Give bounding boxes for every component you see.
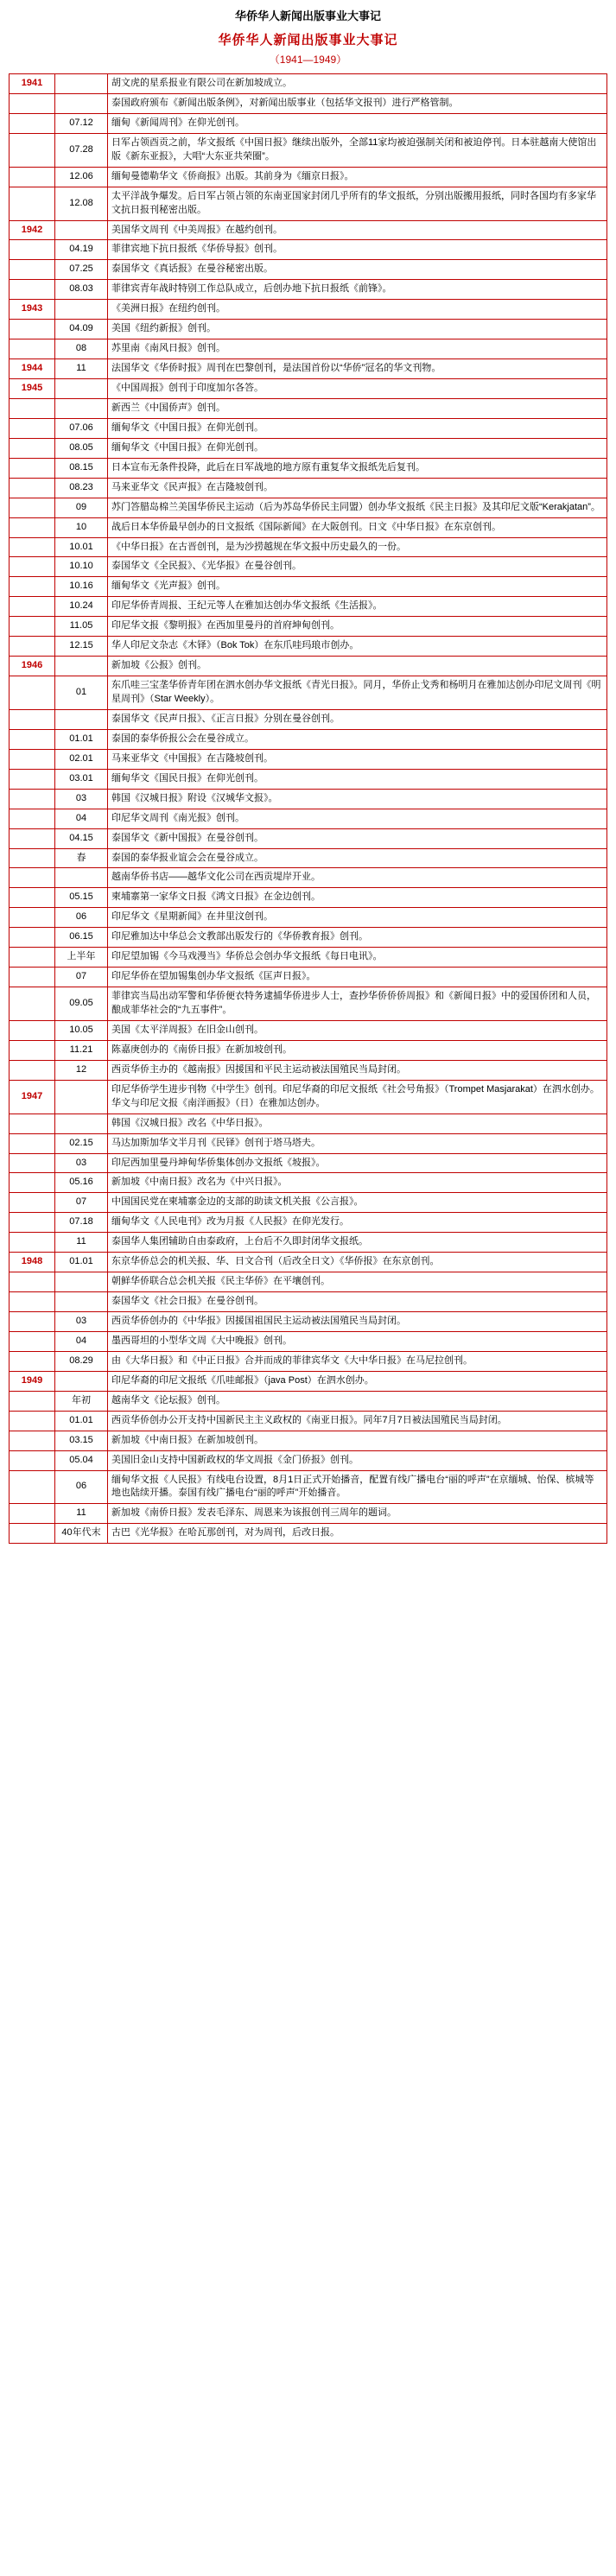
- table-row: [10, 1411, 607, 1431]
- event-text-cell: 泰国华人集团辅助自由泰政府，上台后不久即封闭华文报纸。: [108, 1233, 607, 1253]
- year-cell: [10, 617, 55, 637]
- date-cell: 03: [55, 1312, 108, 1332]
- date-cell: 04.15: [55, 828, 108, 848]
- year-cell: [10, 517, 55, 537]
- date-cell: 12: [55, 1060, 108, 1080]
- table-row: [10, 597, 607, 617]
- year-cell: 1944: [10, 359, 55, 379]
- table-row: [10, 657, 607, 676]
- date-cell: 11.05: [55, 617, 108, 637]
- event-text-cell: 东爪哇三宝垄华侨青年团在泗水创办华文报纸《青光日报》。同月，华侨止戈秀和杨明月在雅加达创办印尼文周刊《明星周刊》（Star Weekly）。: [108, 676, 607, 710]
- year-cell: [10, 260, 55, 280]
- year-cell: 1946: [10, 657, 55, 676]
- table-row: [10, 1431, 607, 1450]
- event-text-cell: 越南华侨书店——越华文化公司在西贡堤岸开业。: [108, 868, 607, 888]
- year-cell: [10, 1391, 55, 1411]
- date-cell: 05.15: [55, 888, 108, 908]
- year-cell: [10, 968, 55, 987]
- year-cell: 1945: [10, 379, 55, 399]
- event-text-cell: 印尼华侨在望加锡集创办华文报纸《匡声日报》。: [108, 968, 607, 987]
- table-row: [10, 458, 607, 478]
- date-cell: [55, 220, 108, 240]
- table-row: [10, 1193, 607, 1213]
- year-cell: [10, 948, 55, 968]
- table-row: [10, 1312, 607, 1332]
- event-text-cell: 由《大华日报》和《中正日报》合并而成的菲律宾华文《大中华日报》在马尼拉创刊。: [108, 1351, 607, 1371]
- table-row: [10, 398, 607, 418]
- event-text-cell: 苏里南《南风日报》创刊。: [108, 339, 607, 359]
- table-row: [10, 260, 607, 280]
- table-row: [10, 1504, 607, 1524]
- table-row: [10, 1040, 607, 1060]
- year-cell: 1943: [10, 300, 55, 320]
- event-text-cell: 《中国周报》创刊于印度加尔各答。: [108, 379, 607, 399]
- event-text-cell: 泰国政府颁布《新闻出版条例》，对新闻出版事业（包括华文报刊）进行严格管制。: [108, 93, 607, 113]
- event-text-cell: 泰国的泰华报业谊会会在曼谷成立。: [108, 848, 607, 868]
- event-text-cell: 泰国华文《社会日报》在曼谷创刊。: [108, 1292, 607, 1312]
- table-row: [10, 769, 607, 789]
- date-cell: 11: [55, 1504, 108, 1524]
- events-table: [9, 73, 607, 1544]
- date-cell: [55, 398, 108, 418]
- table-row: [10, 74, 607, 94]
- year-cell: [10, 908, 55, 928]
- date-cell: 01.01: [55, 1253, 108, 1272]
- date-cell: 01.01: [55, 729, 108, 749]
- date-cell: 春: [55, 848, 108, 868]
- event-text-cell: 西贡华侨创办公开支持中国新民主主义政权的《南亚日报》。同年7月7日被法国殖民当局封闭。: [108, 1411, 607, 1431]
- year-cell: [10, 1470, 55, 1504]
- year-cell: [10, 557, 55, 577]
- table-row: [10, 359, 607, 379]
- year-cell: [10, 418, 55, 438]
- year-cell: [10, 458, 55, 478]
- event-text-cell: 缅甸《新闻周刊》在仰光创刊。: [108, 113, 607, 133]
- event-text-cell: 马来亚华文《民声报》在吉隆坡创刊。: [108, 478, 607, 498]
- running-title: 华侨华人新闻出版事业大事记: [234, 10, 381, 22]
- event-text-cell: 泰国华文《全民报》、《光华报》在曼谷创刊。: [108, 557, 607, 577]
- year-cell: [10, 1431, 55, 1450]
- table-row: [10, 133, 607, 167]
- table-row: [10, 167, 607, 187]
- date-cell: [55, 1114, 108, 1133]
- table-row: [10, 1272, 607, 1292]
- date-cell: 07.12: [55, 113, 108, 133]
- year-cell: [10, 1524, 55, 1544]
- event-text-cell: 泰国华文《民声日报》、《正言日报》分别在曼谷创刊。: [108, 709, 607, 729]
- table-row: [10, 1371, 607, 1391]
- table-row: [10, 1351, 607, 1371]
- event-text-cell: 太平洋战争爆发。后日军占领占领的东南亚国家封闭几乎所有的华文报纸，分别出版搬用报纸，同时各国均有多家华文抗日报刊秘密出版。: [108, 187, 607, 220]
- event-text-cell: 《美洲日报》在纽约创刊。: [108, 300, 607, 320]
- year-cell: [10, 498, 55, 517]
- table-row: [10, 676, 607, 710]
- date-cell: 10: [55, 517, 108, 537]
- event-text-cell: 缅甸曼德勒华文《侨商报》出版。其前身为《缅京日报》。: [108, 167, 607, 187]
- year-cell: [10, 113, 55, 133]
- date-cell: [55, 1292, 108, 1312]
- date-cell: [55, 1080, 108, 1114]
- date-cell: [55, 1272, 108, 1292]
- date-cell: 08: [55, 339, 108, 359]
- event-text-cell: 西贡华侨创办的《中华报》因援国祖国民主运动被法国殖民当局封闭。: [108, 1312, 607, 1332]
- event-text-cell: 法国华文《华侨时报》周刊在巴黎创刊，是法国首份以“华侨”冠名的华文刊物。: [108, 359, 607, 379]
- year-cell: [10, 1193, 55, 1213]
- event-text-cell: 华人印尼文杂志《木铎》（Bok Tok）在东爪哇玛琅市创办。: [108, 637, 607, 657]
- table-row: [10, 1080, 607, 1114]
- date-cell: 07.28: [55, 133, 108, 167]
- date-cell: [55, 379, 108, 399]
- date-cell: 07.25: [55, 260, 108, 280]
- date-cell: 04: [55, 809, 108, 828]
- event-text-cell: 菲律宾当局出动军警和华侨便衣特务逮捕华侨进步人士，查抄华侨侨侨周报》和《新闻日报》中的爱国侨团和人员，酿成菲华社会的“九五事件”。: [108, 987, 607, 1021]
- event-text-cell: 新加坡《中南日报》在新加坡创刊。: [108, 1431, 607, 1450]
- table-row: [10, 438, 607, 458]
- table-row: [10, 240, 607, 260]
- table-row: [10, 908, 607, 928]
- year-cell: [10, 1060, 55, 1080]
- year-cell: [10, 769, 55, 789]
- date-cell: 10.05: [55, 1020, 108, 1040]
- event-text-cell: 缅甸华文报《人民报》有线电台设置，8月1日正式开始播音，配置有线广播电台“丽的呼声”在京缅城、怡保、槟城等地也陆续开播。泰国有线广播电台“丽的呼声”开始播音。: [108, 1470, 607, 1504]
- year-cell: 1947: [10, 1080, 55, 1114]
- table-row: [10, 1133, 607, 1153]
- page-title: 华侨华人新闻出版事业大事记: [218, 33, 398, 48]
- event-text-cell: 印尼西加里曼丹坤甸华侨集体创办文报纸《坡报》。: [108, 1153, 607, 1173]
- table-row: [10, 1292, 607, 1312]
- date-cell: 06: [55, 1470, 108, 1504]
- year-cell: [10, 133, 55, 167]
- date-cell: 02.01: [55, 749, 108, 769]
- event-text-cell: 缅甸华文《光声报》创刊。: [108, 577, 607, 597]
- event-text-cell: 韩国《汉城日报》改名《中华日报》。: [108, 1114, 607, 1133]
- year-cell: [10, 537, 55, 557]
- date-cell: 08.23: [55, 478, 108, 498]
- table-row: [10, 557, 607, 577]
- table-row: [10, 1020, 607, 1040]
- year-cell: [10, 888, 55, 908]
- table-row: [10, 187, 607, 220]
- date-cell: 11: [55, 359, 108, 379]
- table-row: [10, 968, 607, 987]
- year-cell: [10, 1114, 55, 1133]
- year-cell: [10, 868, 55, 888]
- date-cell: 05.16: [55, 1173, 108, 1193]
- date-cell: [55, 709, 108, 729]
- event-text-cell: 胡文虎的星系报业有限公司在新加坡成立。: [108, 74, 607, 94]
- event-text-cell: 印尼华裔的印尼文报纸《爪哇邮报》（java Post）在泗水创办。: [108, 1371, 607, 1391]
- event-text-cell: 泰国华文《新中国报》在曼谷创刊。: [108, 828, 607, 848]
- year-cell: [10, 987, 55, 1021]
- event-text-cell: 缅甸华文《中国日报》在仰光创刊。: [108, 438, 607, 458]
- date-cell: 12.15: [55, 637, 108, 657]
- table-row: [10, 637, 607, 657]
- table-row: [10, 379, 607, 399]
- event-text-cell: 缅甸华文《人民电刊》改为月报《人民报》在仰光发行。: [108, 1213, 607, 1233]
- year-cell: [10, 93, 55, 113]
- date-cell: 03: [55, 1153, 108, 1173]
- date-cell: [55, 300, 108, 320]
- event-text-cell: 缅甸华文《国民日报》在仰光创刊。: [108, 769, 607, 789]
- date-cell: 10.10: [55, 557, 108, 577]
- event-text-cell: 印尼华文周刊《南光报》创刊。: [108, 809, 607, 828]
- date-cell: 上半年: [55, 948, 108, 968]
- table-row: [10, 1391, 607, 1411]
- table-row: [10, 1153, 607, 1173]
- year-cell: [10, 1351, 55, 1371]
- table-row: [10, 1060, 607, 1080]
- event-text-cell: 柬埔寨第一家华文日报《鸿文日报》在金边创刊。: [108, 888, 607, 908]
- table-row: [10, 517, 607, 537]
- table-row: [10, 617, 607, 637]
- date-cell: 年初: [55, 1391, 108, 1411]
- event-text-cell: 美国华文周刊《中美周报》在越约创刊。: [108, 220, 607, 240]
- table-row: [10, 418, 607, 438]
- table-row: [10, 1470, 607, 1504]
- table-row: [10, 498, 607, 517]
- year-cell: [10, 848, 55, 868]
- event-text-cell: 泰国华文《真话报》在曼谷秘密出版。: [108, 260, 607, 280]
- year-cell: 1942: [10, 220, 55, 240]
- year-cell: [10, 1233, 55, 1253]
- year-cell: [10, 577, 55, 597]
- table-row: [10, 478, 607, 498]
- event-text-cell: 美国《纽约新报》创刊。: [108, 320, 607, 339]
- event-text-cell: 马来亚华文《中国报》在吉隆坡创刊。: [108, 749, 607, 769]
- event-text-cell: 日军占领酉贡之前，华文报纸《中国日报》继续出版外，全部11家均被迫强制关闭和被迫停刊。日本驻越南大使馆出版《新东亚报》，大唱“大东亚共荣圈”。: [108, 133, 607, 167]
- event-text-cell: 缅甸华文《中国日报》在仰光创刊。: [108, 418, 607, 438]
- date-cell: 40年代末: [55, 1524, 108, 1544]
- table-row: [10, 729, 607, 749]
- table-row: [10, 1331, 607, 1351]
- year-cell: [10, 1133, 55, 1153]
- date-cell: [55, 93, 108, 113]
- event-text-cell: 越南华文《论坛报》创刊。: [108, 1391, 607, 1411]
- date-cell: 08.29: [55, 1351, 108, 1371]
- table-row: [10, 1114, 607, 1133]
- date-cell: 03: [55, 789, 108, 809]
- table-row: [10, 577, 607, 597]
- year-cell: [10, 167, 55, 187]
- year-cell: 1949: [10, 1371, 55, 1391]
- event-text-cell: 墨西哥坦的小型华文周《大中晚报》创刊。: [108, 1331, 607, 1351]
- year-cell: [10, 828, 55, 848]
- table-row: [10, 948, 607, 968]
- year-cell: [10, 1292, 55, 1312]
- date-cell: 07.06: [55, 418, 108, 438]
- date-cell: 01.01: [55, 1411, 108, 1431]
- event-text-cell: 印尼华文《星期新闻》在井里汶创刊。: [108, 908, 607, 928]
- event-text-cell: 西贡华侨主办的《越南报》因援国和平民主运动被法国殖民当局封闭。: [108, 1060, 607, 1080]
- table-row: [10, 868, 607, 888]
- year-cell: [10, 928, 55, 948]
- table-row: [10, 888, 607, 908]
- table-row: [10, 709, 607, 729]
- date-cell: [55, 868, 108, 888]
- table-row: [10, 1450, 607, 1470]
- event-text-cell: 古巴《光华报》在哈瓦那创刊，对为周刊，后改日报。: [108, 1524, 607, 1544]
- event-text-cell: 战后日本华侨最早创办的日文报纸《国际新闻》在大阪创刊。日文《中华日报》在东京创刊。: [108, 517, 607, 537]
- year-cell: [10, 637, 55, 657]
- date-cell: 03.15: [55, 1431, 108, 1450]
- year-cell: [10, 1450, 55, 1470]
- year-cell: [10, 1312, 55, 1332]
- date-cell: 10.24: [55, 597, 108, 617]
- event-text-cell: 新西兰《中国侨声》创刊。: [108, 398, 607, 418]
- year-cell: [10, 749, 55, 769]
- page-subtitle: （1941—1949）: [269, 54, 347, 66]
- date-cell: [55, 74, 108, 94]
- date-cell: 10.16: [55, 577, 108, 597]
- event-text-cell: 中国国民党在柬埔寨金边的支部的助读文机关报《公言报》。: [108, 1193, 607, 1213]
- year-cell: [10, 1504, 55, 1524]
- event-text-cell: 菲律宾青年战时特别工作总队成立，后创办地下抗日报纸《前锋》。: [108, 280, 607, 300]
- date-cell: 04.09: [55, 320, 108, 339]
- date-cell: 06: [55, 908, 108, 928]
- table-row: [10, 987, 607, 1021]
- table-row: [10, 300, 607, 320]
- date-cell: 09.05: [55, 987, 108, 1021]
- year-cell: [10, 1173, 55, 1193]
- event-text-cell: 美国《太平洋周报》在旧金山创刊。: [108, 1020, 607, 1040]
- year-cell: [10, 1020, 55, 1040]
- event-text-cell: 东京华侨总会的机关报、华、日文合刊（后改全日文）《华侨报》在东京创刊。: [108, 1253, 607, 1272]
- date-cell: 09: [55, 498, 108, 517]
- date-cell: 02.15: [55, 1133, 108, 1153]
- table-row: [10, 113, 607, 133]
- table-row: [10, 93, 607, 113]
- table-row: [10, 789, 607, 809]
- event-text-cell: 印尼华文报《黎明报》在西加里曼丹的首府坤甸创刊。: [108, 617, 607, 637]
- year-cell: [10, 478, 55, 498]
- table-row: [10, 280, 607, 300]
- year-cell: [10, 809, 55, 828]
- table-row: [10, 1253, 607, 1272]
- year-cell: [10, 398, 55, 418]
- event-text-cell: 日本宣布无条件投降，此后在日军战地的地方原有重复华文报纸先后复刊。: [108, 458, 607, 478]
- table-row: [10, 320, 607, 339]
- event-text-cell: 新加坡《南侨日报》发表毛泽东、周恩来为该报创刊三周年的题词。: [108, 1504, 607, 1524]
- date-cell: 07: [55, 968, 108, 987]
- event-text-cell: 新加坡《公报》创刊。: [108, 657, 607, 676]
- event-text-cell: 印尼华侨学生进步刊物《中学生》创刊。印尼华裔的印尼文报纸《社会号角报》（Trompet Masjarakat）在泗水创办。华文与印尼文报《南洋画报》（日）在雅加达创办。: [108, 1080, 607, 1114]
- event-text-cell: 韩国《汉城日报》附设《汉城华文报》。: [108, 789, 607, 809]
- table-row: [10, 809, 607, 828]
- date-cell: 08.15: [55, 458, 108, 478]
- table-row: [10, 537, 607, 557]
- event-text-cell: 马达加斯加华文半月刊《民铎》创刊于塔马塔夫。: [108, 1133, 607, 1153]
- date-cell: 03.01: [55, 769, 108, 789]
- date-cell: 08.03: [55, 280, 108, 300]
- table-row: [10, 1233, 607, 1253]
- year-cell: [10, 1040, 55, 1060]
- event-text-cell: 新加坡《中南日报》改名为《中兴日报》。: [108, 1173, 607, 1193]
- date-cell: 12.06: [55, 167, 108, 187]
- event-text-cell: 菲律宾地下抗日报纸《华侨导报》创刊。: [108, 240, 607, 260]
- year-cell: 1941: [10, 74, 55, 94]
- table-row: [10, 749, 607, 769]
- table-row: [10, 848, 607, 868]
- date-cell: 11: [55, 1233, 108, 1253]
- year-cell: [10, 789, 55, 809]
- year-cell: [10, 1272, 55, 1292]
- table-row: [10, 1213, 607, 1233]
- date-cell: 04.19: [55, 240, 108, 260]
- table-row: [10, 1524, 607, 1544]
- date-cell: 05.04: [55, 1450, 108, 1470]
- year-cell: [10, 729, 55, 749]
- year-cell: [10, 280, 55, 300]
- year-cell: [10, 676, 55, 710]
- date-cell: 11.21: [55, 1040, 108, 1060]
- year-cell: [10, 240, 55, 260]
- event-text-cell: 陈嘉庚创办的《南侨日报》在新加坡创刊。: [108, 1040, 607, 1060]
- event-text-cell: 《中华日报》在古晋创刊，是为沙捞越规在华文报中历史最久的一份。: [108, 537, 607, 557]
- table-row: [10, 220, 607, 240]
- event-text-cell: 苏门答腊岛棉兰美国华侨民主运动（后为苏岛华侨民主同盟）创办华文报纸《民主日报》及其印尼文版“Kerakjatan”。: [108, 498, 607, 517]
- date-cell: 01: [55, 676, 108, 710]
- year-cell: [10, 320, 55, 339]
- event-text-cell: 朝鲜华侨联合总会机关报《民主华侨》在平壤创刊。: [108, 1272, 607, 1292]
- date-cell: 08.05: [55, 438, 108, 458]
- table-row: [10, 1173, 607, 1193]
- date-cell: 07: [55, 1193, 108, 1213]
- event-text-cell: 美国旧金山支持中国新政权的华文周报《金门侨报》创刊。: [108, 1450, 607, 1470]
- date-cell: [55, 657, 108, 676]
- date-cell: [55, 1371, 108, 1391]
- event-text-cell: 印尼望加锡《今马戏漫当》华侨总会创办华文报纸《每日电讯》。: [108, 948, 607, 968]
- year-cell: [10, 597, 55, 617]
- table-row: [10, 928, 607, 948]
- date-cell: 07.18: [55, 1213, 108, 1233]
- date-cell: 10.01: [55, 537, 108, 557]
- date-cell: 06.15: [55, 928, 108, 948]
- year-cell: 1948: [10, 1253, 55, 1272]
- table-row: [10, 828, 607, 848]
- year-cell: [10, 339, 55, 359]
- event-text-cell: 印尼雅加达中华总会文教部出版发行的《华侨教育报》创刊。: [108, 928, 607, 948]
- year-cell: [10, 438, 55, 458]
- date-cell: 12.08: [55, 187, 108, 220]
- event-text-cell: 印尼华侨青周报、王纪元等人在雅加达创办华文报纸《生活报》。: [108, 597, 607, 617]
- table-row: [10, 339, 607, 359]
- year-cell: [10, 1411, 55, 1431]
- event-text-cell: 泰国的泰华侨报公会在曼谷成立。: [108, 729, 607, 749]
- year-cell: [10, 709, 55, 729]
- date-cell: 04: [55, 1331, 108, 1351]
- year-cell: [10, 1331, 55, 1351]
- year-cell: [10, 1213, 55, 1233]
- year-cell: [10, 187, 55, 220]
- year-cell: [10, 1153, 55, 1173]
